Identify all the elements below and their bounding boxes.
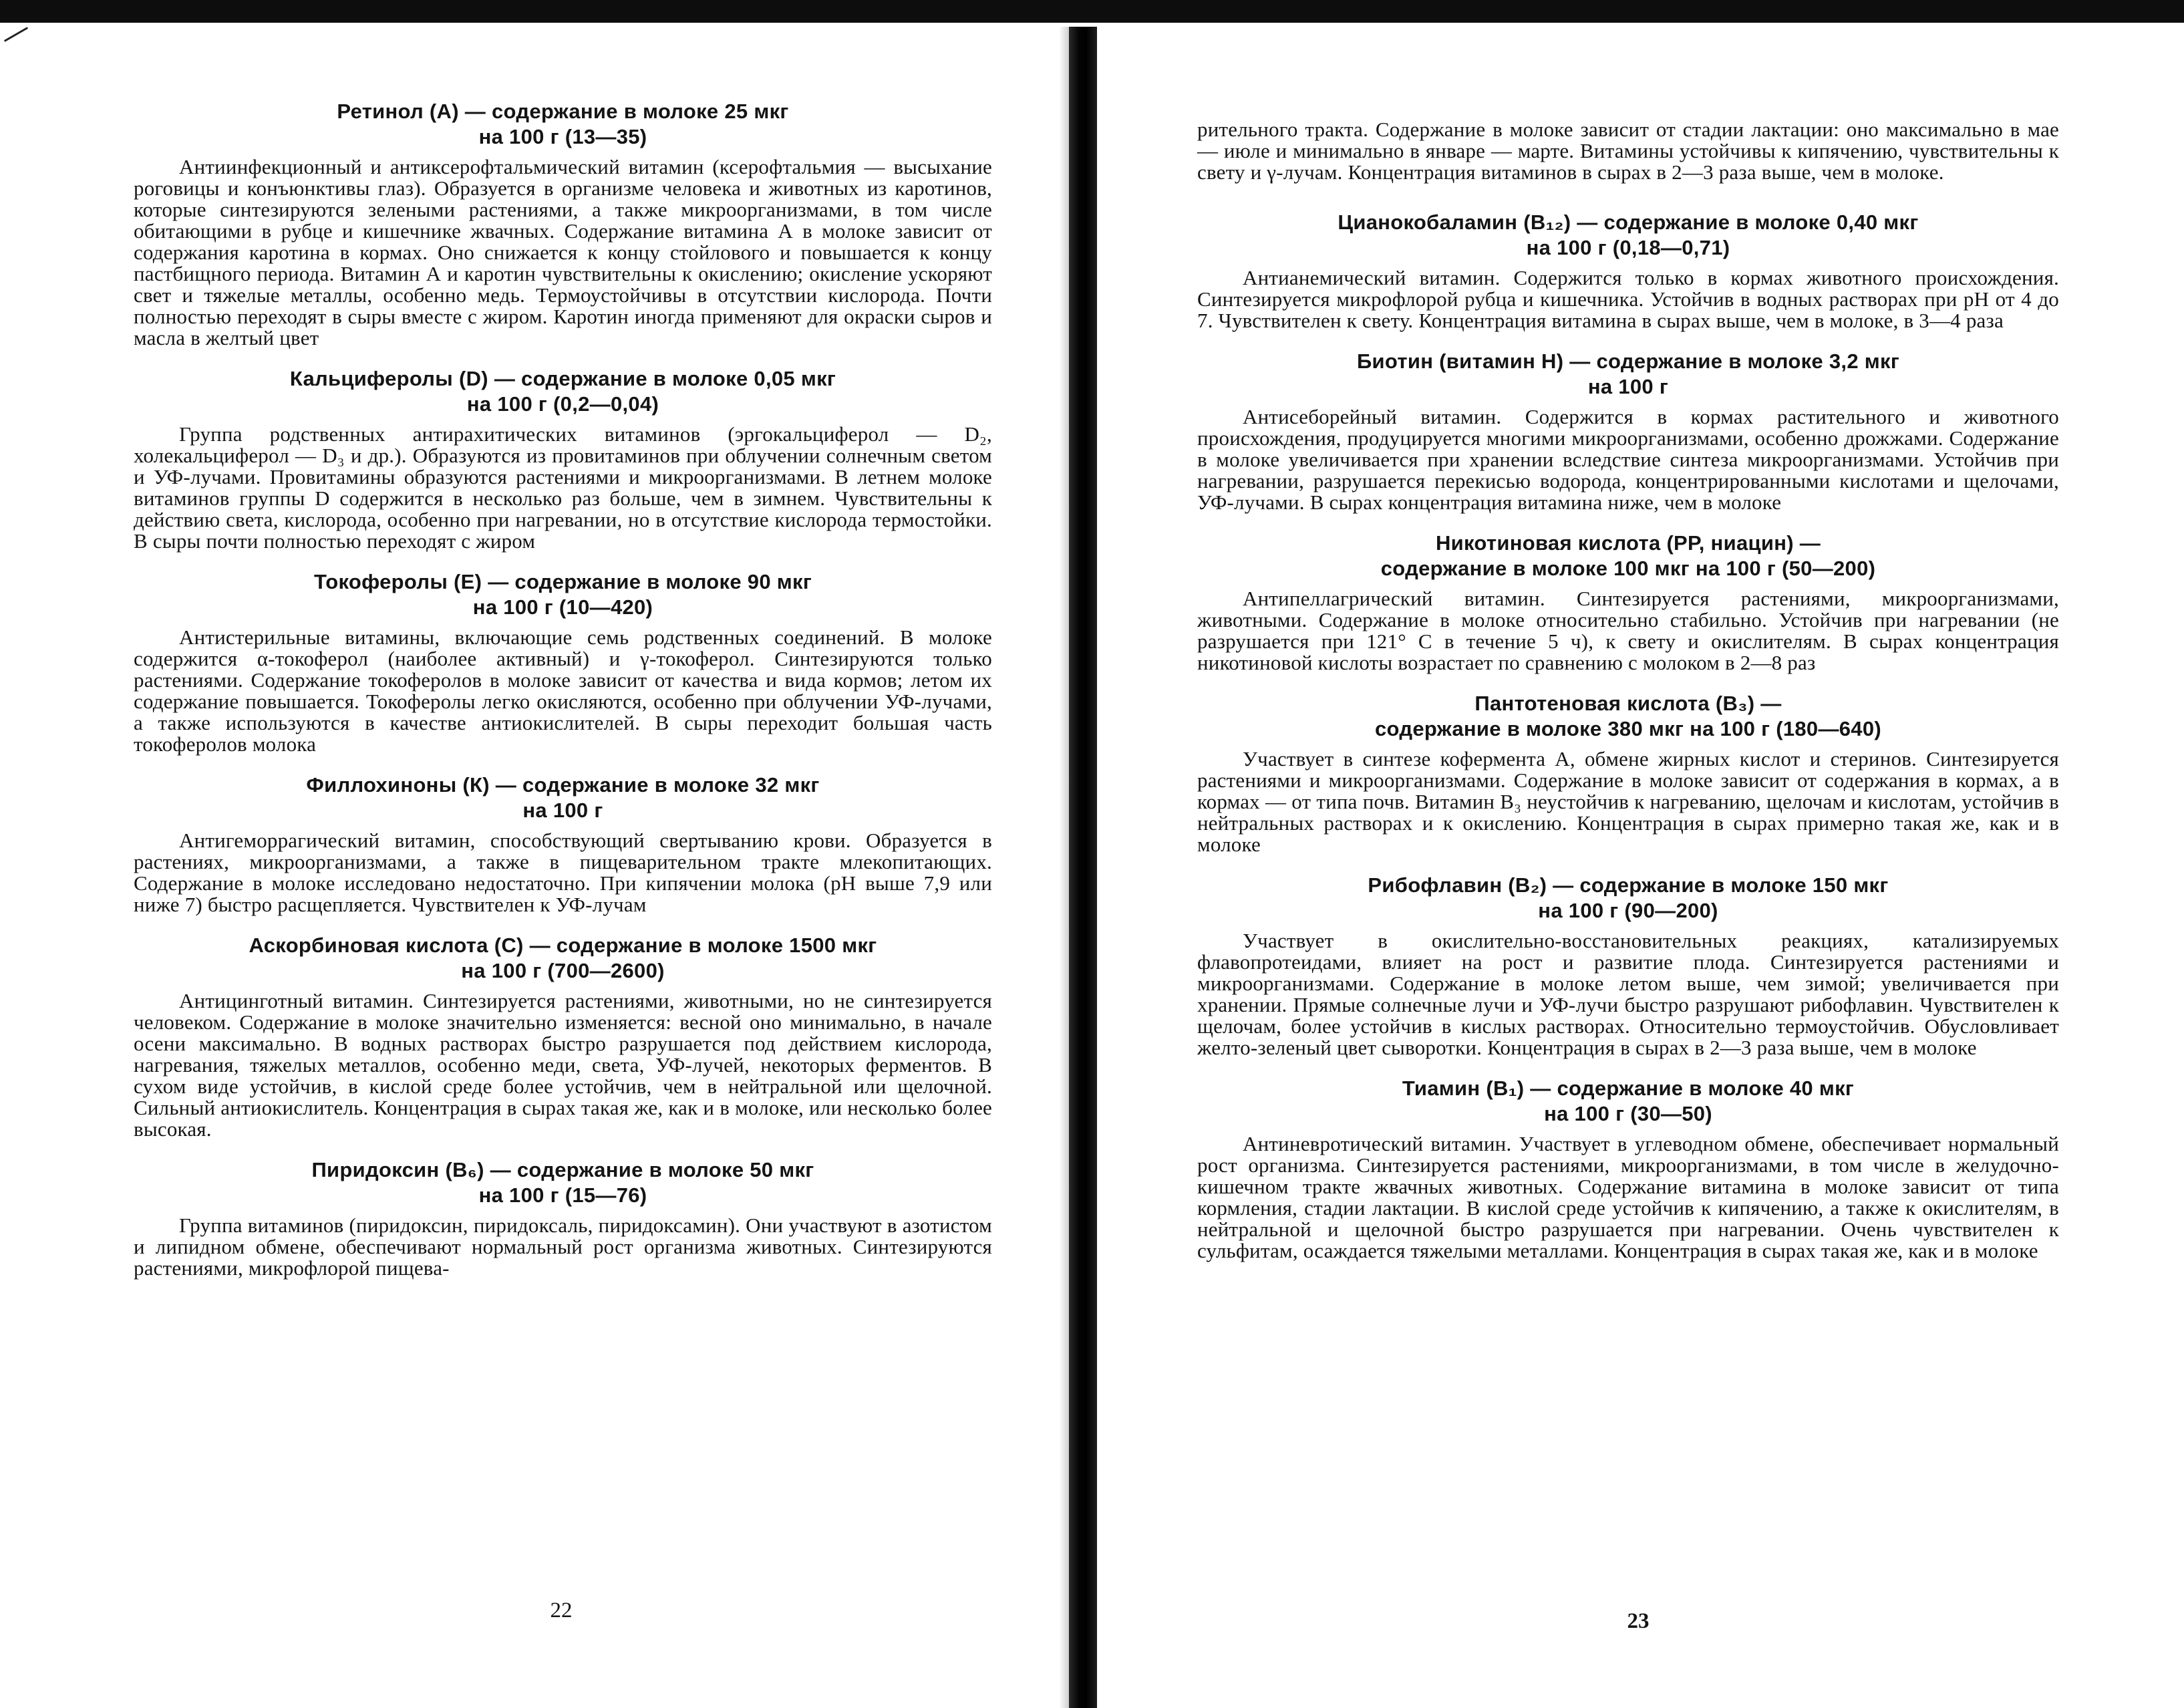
section-body: Группа родственных антирахитических витаминов (эргокальциферол — D₂, холекальциферол — D₃ и др.). Образуются из провитаминов при облучении солнечным светом и УФ-лучами. Провитамины образуются растениями и микроорганизмами. В летнем молоке витаминов группы D содержится в несколько раз больше, чем в зимнем. Чувствительны к действию света, кислорода, особенно при нагревании, но в отсутствие кислорода термостойки. В сыры почти полностью переходят с жиром xyxy=(134,422,992,553)
section-body: Антисеборейный витамин. Содержится в кормах растительного и животного происхождения, продуцируется многими микроорганизмами, особенно дрожжами. Содержание в молоке увеличивается при хранении вследствие синтеза микроорганизмами. Устойчив при нагревании, разрушается перекисью водорода, концентрированными кислотами и щелочами, УФ-лучами. В сырах концентрация витамина ниже, чем в молоке xyxy=(1197,405,2059,514)
section-body: Антипеллагрический витамин. Синтезируется растениями, микроорганизмами, животными. Содержание в молоке относительно стабильно. Устойчив при нагревании (не разрушается при 121° С в течение 5 ч), к свету и окислителям. В сырах концентрация никотиновой кислоты возрастает по сравнению с молоком в 2—8 раз xyxy=(1197,587,2059,674)
heading-line-2: на 100 г (10—420) xyxy=(472,595,653,619)
heading-line-2: на 100 г xyxy=(1587,375,1669,398)
heading-line-1: Биотин (витамин Н) — содержание в молоке 3,2 мкг xyxy=(1356,349,1900,373)
section-heading xyxy=(1197,873,2059,923)
heading-line-2: содержание в молоке 100 мкг на 100 г (50—200) xyxy=(1380,557,1876,580)
section-heading xyxy=(134,933,992,984)
heading-line-1: Тиамин (В₁) — содержание в молоке 40 мкг xyxy=(1402,1077,1855,1100)
page-number: 22 xyxy=(550,1598,573,1622)
book-spine xyxy=(1069,27,1097,1708)
section-body: Антигеморрагический витамин, способствующий свертыванию крови. Образуется в растениях, микроорганизмами, а также в пищеварительном тракте млекопитающих. Содержание в молоке исследовано недостаточно. При кипячении молока (рН выше 7,9 или ниже 7) быстро расщепляется. Чувствителен к УФ-лучам xyxy=(134,829,992,916)
heading-line-1: Никотиновая кислота (РР, ниацин) — xyxy=(1435,531,1821,555)
section-heading xyxy=(134,772,992,823)
page-number: 23 xyxy=(1627,1609,1650,1633)
section-body: Участвует в синтезе кофермента А, обмене жирных кислот и стеринов. Синтезируется растениями и микроорганизмами. Содержание в молоке зависит от содержания в кормах, а в кормах — от типа почв. Витамин В₃ неустойчив к нагреванию, щелочам и кислотам, устойчив в нейтральных растворах и к окислению. Концентрация в сырах примерно такая же, как и в молоке xyxy=(1197,747,2059,856)
section-pyridoxine xyxy=(134,1157,992,1279)
section-body: Группа витаминов (пиридоксин, пиридоксаль, пиридоксамин). Они участвуют в азотистом и липидном обмене, обеспечивают нормальный рост организма животных. Синтезируются растениями, микрофлорой пищева- xyxy=(134,1214,992,1280)
right-page-column xyxy=(1197,119,2059,1279)
section-heading xyxy=(1197,531,2059,581)
section-riboflavin xyxy=(1197,873,2059,1058)
heading-line-1: Кальциферолы (D) — содержание в молоке 0,05 мкг xyxy=(289,367,836,390)
heading-line-1: Пиридоксин (В₆) — содержание в молоке 50 мкг xyxy=(311,1158,814,1181)
heading-line-2: содержание в молоке 380 мкг на 100 г (180—640) xyxy=(1374,717,1882,740)
heading-line-1: Ретинол (А) — содержание в молоке 25 мкг xyxy=(337,100,789,123)
section-body: Антистерильные витамины, включающие семь родственных соединений. В молоке содержится α-токоферол (наиболее активный) и γ-токоферол. Синтезируются только растениями. Содержание токоферолов в молоке зависит от качества и вида кормов; летом их содержание повышается. Токоферолы легко окисляются, особенно при облучении УФ-лучами, а также используются в качестве антиокислителей. В сыры переходит большая часть токоферолов молока xyxy=(134,625,992,756)
left-page xyxy=(0,0,1069,1708)
section-ascorbic-acid xyxy=(134,933,992,1140)
heading-line-2: на 100 г (0,2—0,04) xyxy=(466,392,659,416)
section-nicotinic-acid xyxy=(1197,531,2059,674)
section-heading xyxy=(1197,691,2059,742)
section-cyanocobalamin xyxy=(1197,210,2059,331)
section-heading xyxy=(1197,210,2059,261)
heading-line-2: на 100 г (90—200) xyxy=(1538,899,1718,922)
section-thiamine xyxy=(1197,1076,2059,1262)
left-page-column xyxy=(134,99,992,1296)
section-body: Антиинфекционный и антиксерофтальмический витамин (ксерофтальмия — высыхание роговицы и конъюнктивы глаз). Образуется в организме человека и животных из каротинов, которые синтезируются зелеными растениями, а также микроорганизмами, в том числе обитающими в рубце и кишечнике жвачных. Содержание витамина А в молоке зависит от содержания каротина в кормах. Оно снижается к концу стойлового и повышается к концу пастбищного периода. Витамин А и каротин чувствительны к окислению; окисление ускоряют свет и тяжелые металлы, особенно медь. Термоустойчивы в отсутствии кислорода. Почти полностью переходят в сыры вместе с жиром. Каротин иногда применяют для окраски сыров и масла в желтый цвет xyxy=(134,155,992,349)
section-body: Антиневротический витамин. Участвует в углеводном обмене, обеспечивает нормальный рост организма. Синтезируется растениями, микроорганизмами, в том числе в желудочно-кишечном тракте жвачных животных. Содержание витамина в молоке зависит от типа кормления, стадии лактации. В кислой среде устойчив к кипячению, а также к окислителям, в нейтральной и щелочной быстро разрушается при нагревании. Очень чувствителен к сульфитам, осаждается тяжелыми металлами. Концентрация в сырах такая же, как и в молоке xyxy=(1197,1132,2059,1262)
heading-line-2: на 100 г (30—50) xyxy=(1544,1102,1712,1125)
section-heading xyxy=(1197,349,2059,400)
continuation-text: рительного тракта. Содержание в молоке зависит от стадии лактации: оно максимально в мае — июле и минимально в январе — марте. Витамины устойчивы к кипячению, чувствительны к свету и γ-лучам. Концентрация витаминов в сырах в 2—3 раза выше, чем в молоке. xyxy=(1197,118,2059,184)
heading-line-1: Рибофлавин (В₂) — содержание в молоке 150 мкг xyxy=(1368,873,1889,897)
heading-line-1: Цианокобаламин (В₁₂) — содержание в молоке 0,40 мкг xyxy=(1338,210,1919,234)
section-body: Антианемический витамин. Содержится только в кормах животного происхождения. Синтезируется микрофлорой рубца и кишечника. Устойчив в водных растворах при рН от 4 до 7. Чувствителен к свету. Концентрация витамина в сырах выше, чем в молоке, в 3—4 раза xyxy=(1197,266,2059,332)
heading-line-1: Пантотеновая кислота (В₃) — xyxy=(1474,692,1782,715)
heading-line-1: Филлохиноны (К) — содержание в молоке 32 мкг xyxy=(306,773,820,797)
heading-line-1: Токоферолы (Е) — содержание в молоке 90 мкг xyxy=(313,570,812,593)
section-heading xyxy=(134,1157,992,1208)
right-page xyxy=(1097,0,2184,1708)
section-heading xyxy=(1197,1076,2059,1127)
heading-line-2: на 100 г (13—35) xyxy=(478,125,647,148)
section-tocopherols xyxy=(134,569,992,755)
section-heading xyxy=(134,569,992,620)
heading-line-2: на 100 г (0,18—0,71) xyxy=(1526,236,1730,259)
heading-line-2: на 100 г (700—2600) xyxy=(461,959,665,982)
section-body: Антицинготный витамин. Синтезируется растениями, животными, но не синтезируется человеком. Содержание в молоке значительно изменяется: весной оно минимально, в начале осени максимально. В водных растворах быстро разрушается под действием кислорода, нагревания, тяжелых металлов, особенно меди, света, УФ-лучей, некоторых ферментов. В сухом виде устойчив, в кислой среде более устойчив, чем в нейтральной или щелочной. Сильный антиокислитель. Концентрация в сырах такая же, как и в молоке, или несколько более высокая. xyxy=(134,989,992,1141)
section-heading xyxy=(134,366,992,417)
section-biotin xyxy=(1197,349,2059,513)
section-pantothenic-acid xyxy=(1197,691,2059,855)
section-heading xyxy=(134,99,992,150)
heading-line-1: Аскорбиновая кислота (С) — содержание в молоке 1500 мкг xyxy=(249,934,877,957)
section-phylloquinones xyxy=(134,772,992,915)
section-calciferols xyxy=(134,366,992,552)
heading-line-2: на 100 г xyxy=(522,799,603,822)
heading-line-2: на 100 г (15—76) xyxy=(478,1183,647,1207)
section-body: Участвует в окислительно-восстановительных реакциях, катализируемых флавопротеидами, влияет на рост и развитие плода. Синтезируется растениями и микроорганизмами. Содержание в молоке летом выше, чем зимой; увеличивается при хранении. Прямые солнечные лучи и УФ-лучи быстро разрушают рибофлавин. Чувствителен к щелочам, более устойчив в кислых растворах. Относительно термоустойчив. Обусловливает желто-зеленый цвет сыворотки. Концентрация в сырах в 2—3 раза выше, чем в молоке xyxy=(1197,929,2059,1059)
section-retinol xyxy=(134,99,992,349)
